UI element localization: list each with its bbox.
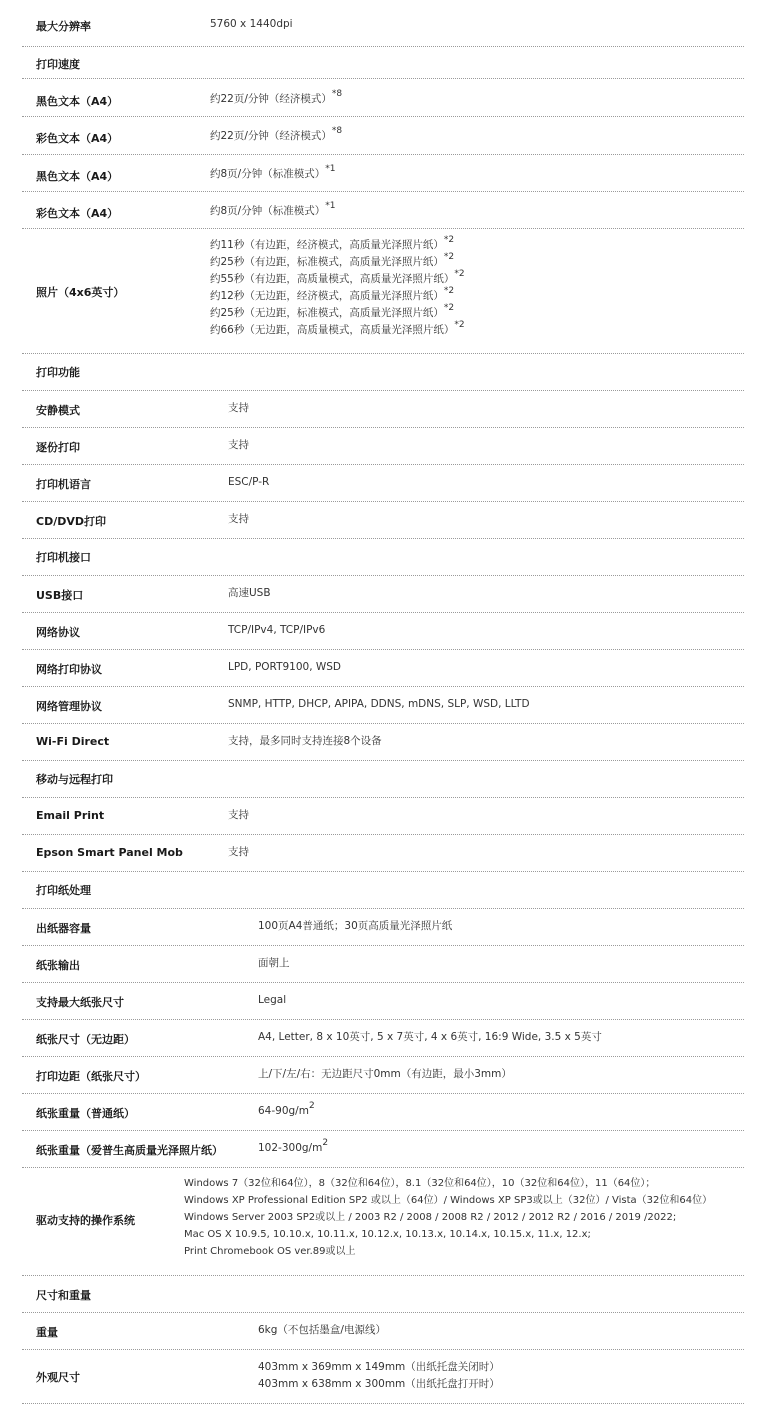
section-label: 移动与远程打印 <box>36 773 113 786</box>
spec-row-output-capacity <box>22 909 744 946</box>
section-print-speed <box>22 47 744 79</box>
section-label: 打印机接口 <box>36 551 91 564</box>
footnote-mark: *1 <box>325 201 336 211</box>
spec-value: 5760 x 1440dpi <box>210 18 293 30</box>
spec-label: 支持最大纸张尺寸 <box>36 996 124 1009</box>
spec-row-weight <box>22 1313 744 1350</box>
spec-value: A4, Letter, 8 x 10英寸, 5 x 7英寸, 4 x 6英寸, 16:9 Wide, 3.5 x 5英寸 <box>258 1031 602 1043</box>
spec-row-paper-output <box>22 946 744 983</box>
section-size-weight <box>22 1276 744 1313</box>
list-item: Windows XP Professional Edition SP2 或以上（64位）/ Windows XP SP3或以上（32位）/ Vista（32位和64位） <box>184 1195 713 1206</box>
spec-value: $64-90g/m^2$ <box>258 1101 315 1117</box>
spec-value-list <box>184 1175 712 1260</box>
spec-row-dimensions <box>22 1350 744 1404</box>
spec-label: 彩色文本（A4） <box>36 132 119 145</box>
spec-row-plain-paper-weight <box>22 1094 744 1131</box>
spec-label: 逐份打印 <box>36 441 80 454</box>
section-label: 打印速度 <box>36 58 80 71</box>
spec-value: 支持 <box>228 846 249 858</box>
footnote-mark: *1 <box>325 164 336 174</box>
list-item: 约66秒（无边距，高质量模式，高质量光泽照片纸）$^{*2}$ <box>210 320 465 336</box>
list-item: 约12秒（无边距，经济模式，高质量光泽照片纸）$^{*2}$ <box>210 286 455 302</box>
spec-row-network-protocol <box>22 613 744 650</box>
spec-value: SNMP, HTTP, DHCP, APIPA, DDNS, mDNS, SLP, WSD, LLTD <box>228 698 530 710</box>
spec-value: ESC/P-R <box>228 476 270 488</box>
spec-label: CD/DVD打印 <box>36 515 106 528</box>
spec-label: 打印边距（纸张尺寸） <box>36 1070 146 1083</box>
spec-value: 上/下/左/右：无边距尺寸0mm（有边距，最小3mm） <box>258 1068 512 1080</box>
spec-row-color-text-std <box>22 192 744 229</box>
spec-label: 纸张重量（爱普生高质量光泽照片纸） <box>36 1144 223 1157</box>
spec-label: USB接口 <box>36 589 84 602</box>
spec-label: 安静模式 <box>36 404 80 417</box>
spec-value-list <box>258 1359 500 1393</box>
spec-value: 约8页/分钟（标准模式）$^{*1}$ <box>210 201 336 217</box>
spec-label: 驱动支持的操作系统 <box>36 1214 135 1227</box>
spec-label: 彩色文本（A4） <box>36 207 119 220</box>
section-paper-handling <box>22 872 744 909</box>
spec-row-network-mgmt-protocol <box>22 687 744 724</box>
spec-row-usb <box>22 576 744 613</box>
spec-value: LPD, PORT9100, WSD <box>228 661 342 673</box>
spec-row-printer-language <box>22 465 744 502</box>
spec-value: 支持 <box>228 809 249 821</box>
spec-value: 高速USB <box>228 587 271 599</box>
spec-row-collate <box>22 428 744 465</box>
spec-value: 约22页/分钟（经济模式）$^{*8}$ <box>210 89 343 105</box>
list-item: Print Chromebook OS ver.89或以上 <box>184 1246 356 1257</box>
spec-label: 纸张尺寸（无边距） <box>36 1033 135 1046</box>
spec-value: 约8页/分钟（标准模式）$^{*1}$ <box>210 164 336 180</box>
spec-row-max-resolution <box>22 0 744 47</box>
spec-label: 出纸器容量 <box>36 922 91 935</box>
spec-value: 6kg（不包括墨盒/电源线） <box>258 1324 386 1336</box>
spec-row-print-margin <box>22 1057 744 1094</box>
section-mobile-remote <box>22 761 744 798</box>
spec-row-quiet-mode <box>22 391 744 428</box>
spec-label: Email Print <box>36 809 105 822</box>
list-item: 约25秒（无边距，标准模式，高质量光泽照片纸）$^{*2}$ <box>210 303 455 319</box>
spec-row-supported-os <box>22 1168 744 1276</box>
spec-label: 重量 <box>36 1326 58 1339</box>
spec-row-cd-dvd <box>22 502 744 539</box>
spec-label: 最大分辨率 <box>36 20 91 33</box>
section-print-features <box>22 354 744 391</box>
footnote-mark: *8 <box>331 89 343 99</box>
list-item: Windows 7（32位和64位），8（32位和64位），8.1（32位和64位），10（32位和64位），11（64位）； <box>184 1178 656 1189</box>
section-label: 打印功能 <box>36 366 80 379</box>
spec-label: 外观尺寸 <box>36 1371 80 1384</box>
spec-row-photo-paper-weight <box>22 1131 744 1168</box>
spec-label: 黑色文本（A4） <box>36 95 119 108</box>
spec-row-photo-speed <box>22 229 744 354</box>
spec-label: 照片（4x6英寸） <box>36 286 125 299</box>
spec-value: 支持，最多同时支持连接8个设备 <box>228 735 382 747</box>
spec-label: Wi-Fi Direct <box>36 735 110 748</box>
spec-value-list <box>210 237 465 339</box>
spec-label: 黑色文本（A4） <box>36 170 119 183</box>
spec-label: Epson Smart Panel Mob <box>36 846 183 859</box>
spec-row-email-print <box>22 798 744 835</box>
spec-row-color-text-eco <box>22 117 744 155</box>
spec-label: 纸张重量（普通纸） <box>36 1107 135 1120</box>
spec-value: 支持 <box>228 402 249 414</box>
list-item: 403mm x 638mm x 300mm（出纸托盘打开时） <box>258 1378 500 1390</box>
spec-row-max-paper-size <box>22 983 744 1020</box>
spec-value: $102-300g/m^2$ <box>258 1138 329 1154</box>
spec-value: 支持 <box>228 439 249 451</box>
section-label: 打印纸处理 <box>36 884 91 897</box>
list-item: Mac OS X 10.9.5, 10.10.x, 10.11.x, 10.12.x, 10.13.x, 10.14.x, 10.15.x, 11.x, 12.x; <box>184 1229 591 1240</box>
spec-label: 网络管理协议 <box>36 700 102 713</box>
spec-value: TCP/IPv4, TCP/IPv6 <box>228 624 326 636</box>
list-item: Windows Server 2003 SP2或以上 / 2003 R2 / 2008 / 2008 R2 / 2012 / 2012 R2 / 2016 / 2019 /2022; <box>184 1212 677 1223</box>
footnote-mark: *8 <box>331 126 343 136</box>
list-item: 约55秒（有边距，高质量模式，高质量光泽照片纸）$^{*2}$ <box>210 269 465 285</box>
spec-value: 面朝上 <box>258 957 290 969</box>
spec-row-smart-panel <box>22 835 744 872</box>
spec-value: 约22页/分钟（经济模式）$^{*8}$ <box>210 126 343 142</box>
section-printer-interface <box>22 539 744 576</box>
spec-row-wifi-direct <box>22 724 744 761</box>
list-item: 约25秒（有边距，标准模式，高质量光泽照片纸）$^{*2}$ <box>210 252 455 268</box>
spec-label: 纸张输出 <box>36 959 80 972</box>
list-item: 403mm x 369mm x 149mm（出纸托盘关闭时） <box>258 1361 500 1373</box>
spec-row-network-print-protocol <box>22 650 744 687</box>
spec-row-borderless-sizes <box>22 1020 744 1057</box>
section-label: 尺寸和重量 <box>36 1289 91 1302</box>
spec-value: 100页A4普通纸；30页高质量光泽照片纸 <box>258 920 453 932</box>
spec-row-black-text-std <box>22 155 744 192</box>
spec-row-black-text-eco <box>22 79 744 117</box>
spec-value: 支持 <box>228 513 249 525</box>
spec-label: 打印机语言 <box>36 478 91 491</box>
spec-label: 网络协议 <box>36 626 80 639</box>
spec-value: Legal <box>258 994 287 1006</box>
list-item: 约11秒（有边距，经济模式，高质量光泽照片纸）$^{*2}$ <box>210 235 455 251</box>
spec-label: 网络打印协议 <box>36 663 102 676</box>
